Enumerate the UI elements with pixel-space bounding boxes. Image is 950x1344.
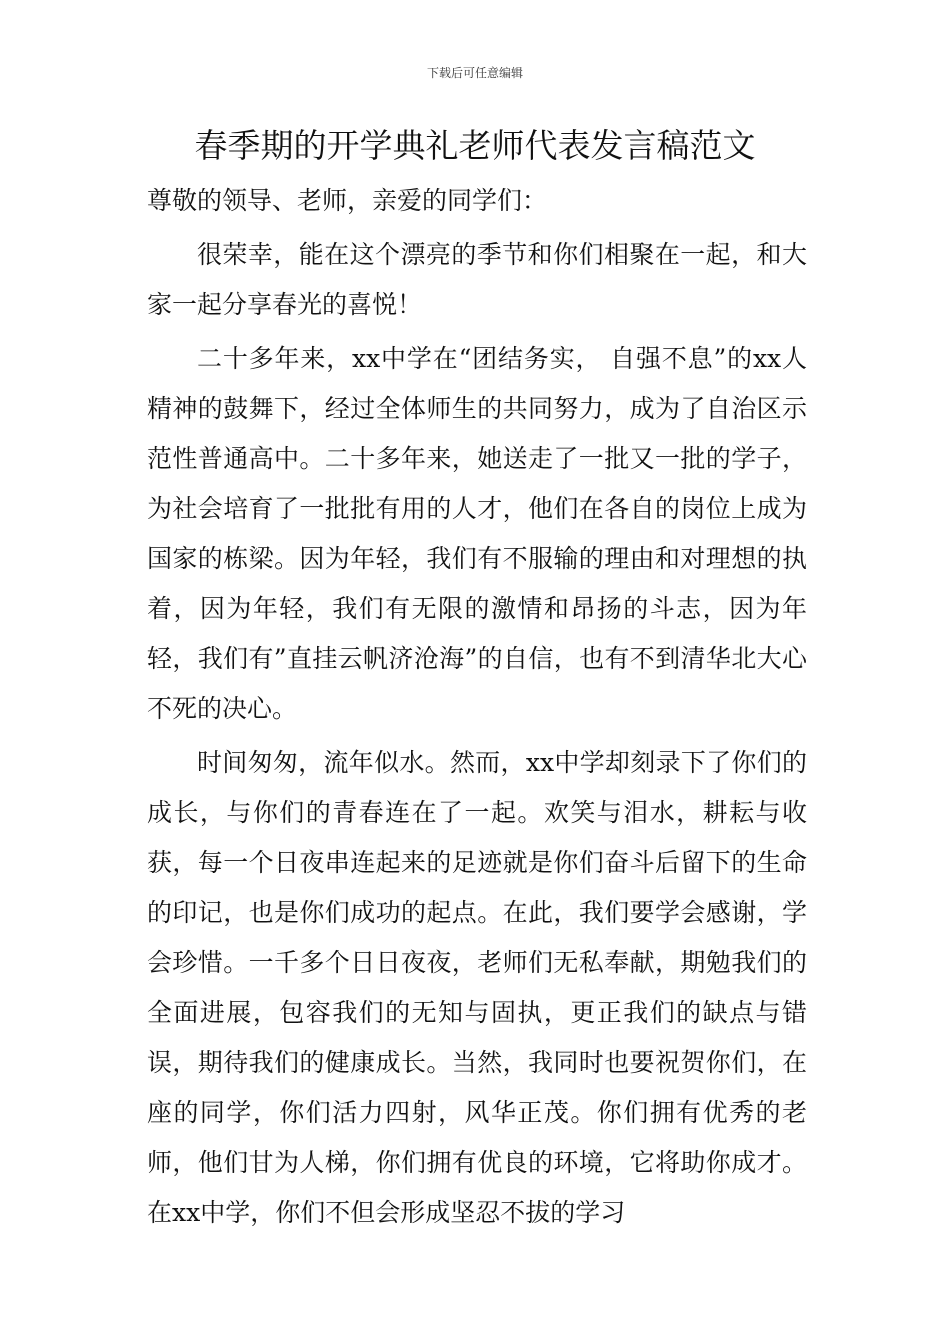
header-note: 下载后可任意编辑 [426, 66, 523, 80]
paragraph-1: 很荣幸，能在这个漂亮的季节和你们相聚在一起，和大家一起分享春光的喜悦！ [147, 240, 807, 319]
paragraph-2: 二十多年来，xx中学在“团结务实， 自强不息”的xx人精神的鼓舞下，经过全体师生的共同努力，成为了自治区示范性普通高中。二十多年来，她送走了一批又一批的学子，为社会培育了一批批有用的人才，他们在各自的岗位上成为国家的栋梁。因为年轻，我们有不服输的理由和对理想的执着，因为年轻，我们有无限的激情和昂扬的斗志，因为年轻，我们有”直挂云帆济沧海”的自信，也有不到清华北大心不死的决心。 [147, 344, 807, 723]
page-title: 春季期的开学典礼老师代表发言稿范文 [194, 126, 756, 165]
salutation: 尊敬的领导、老师，亲爱的同学们： [147, 186, 548, 215]
document-body [147, 176, 807, 1238]
paragraph-3: 时间匆匆，流年似水。然而，xx中学却刻录下了你们的成长，与你们的青春连在了一起。欢笑与泪水，耕耘与收获，每一个日夜串连起来的足迹就是你们奋斗后留下的生命的印记，也是你们成功的起点。在此，我们要学会感谢，学会珍惜。一千多个日日夜夜，老师们无私奉献，期勉我们的全面进展，包容我们的无知与固执，更正我们的缺点与错误，期待我们的健康成长。当然，我同时也要祝贺你们，在座的同学，你们活力四射，风华正茂。你们拥有优秀的老师，他们甘为人梯，你们拥有优良的环境，它将助你成才。在xx中学，你们不但会形成坚忍不拔的学习 [147, 748, 807, 1227]
